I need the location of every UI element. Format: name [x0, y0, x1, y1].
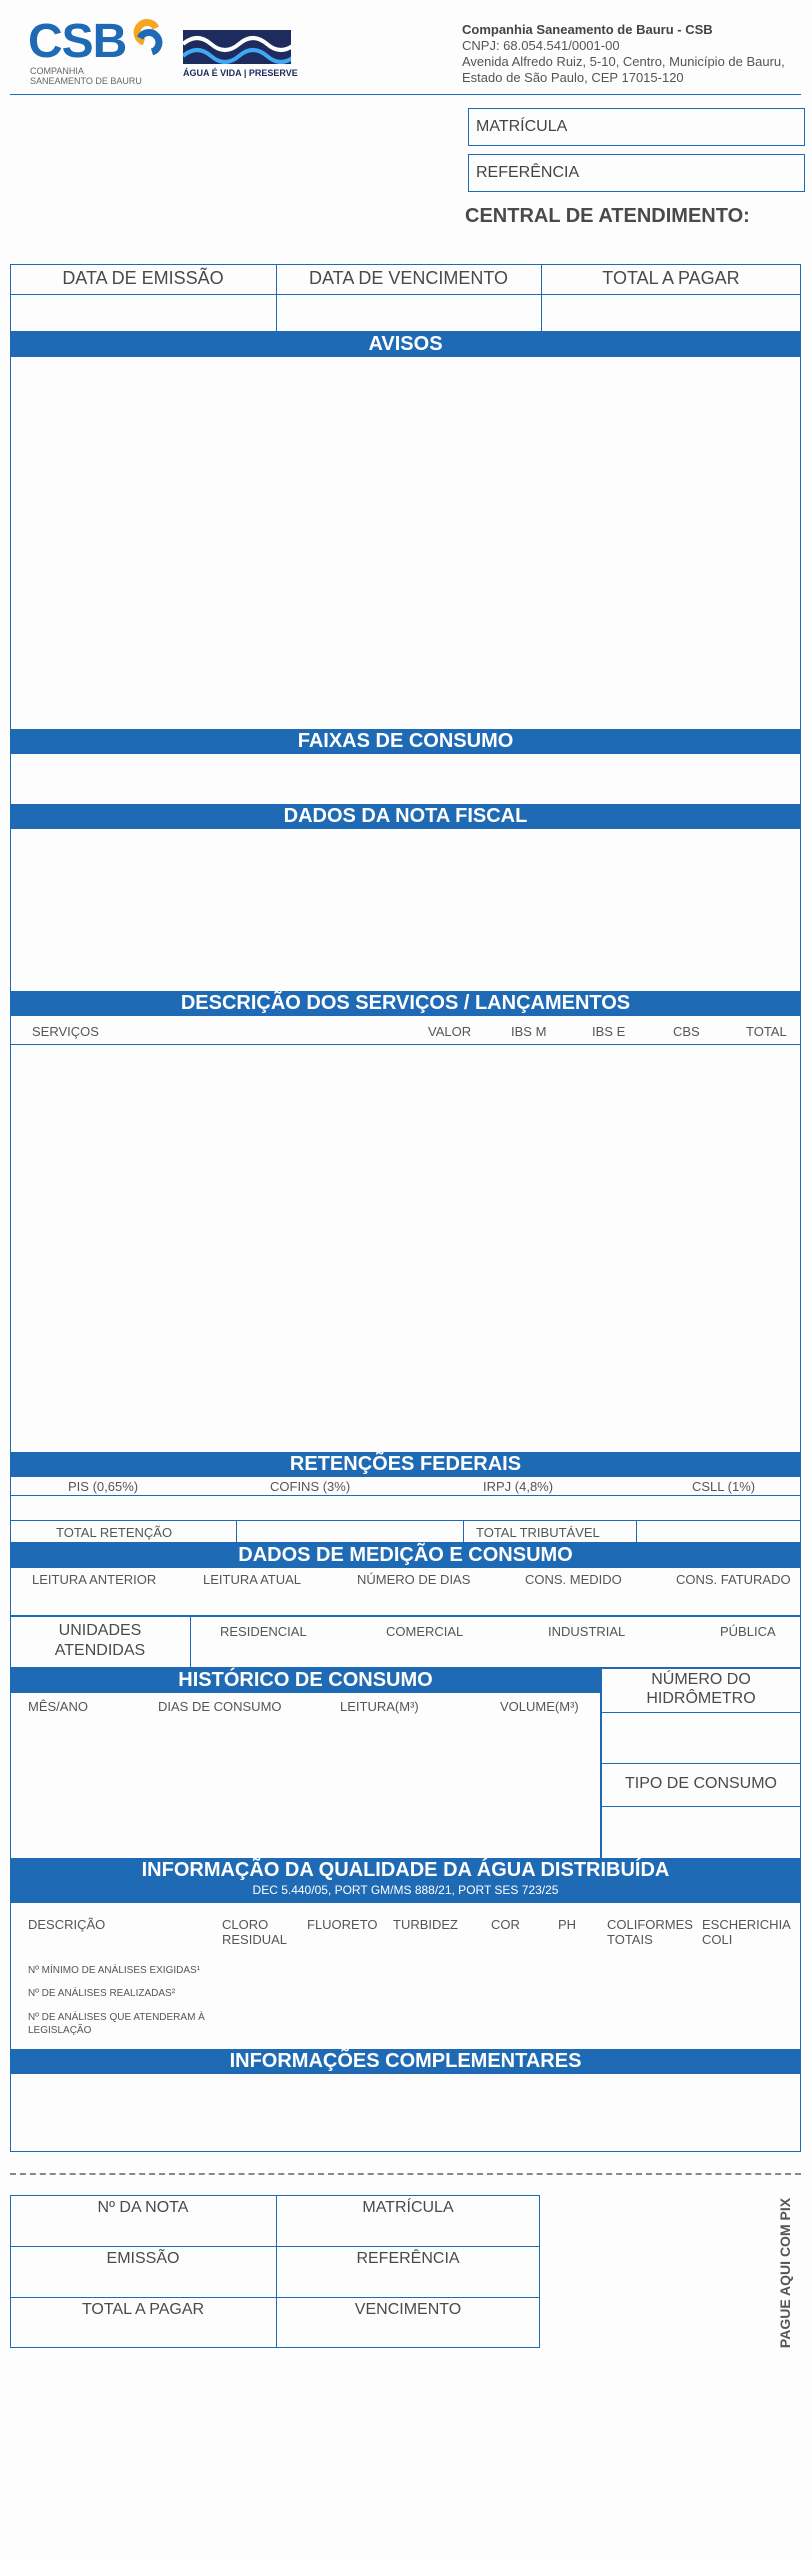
irpj-label: IRPJ (4,8%)	[483, 1479, 554, 1494]
cloro-label: CLORO RESIDUAL	[222, 1917, 288, 1947]
hidrometro-label-1: NÚMERO DO	[651, 1671, 751, 1688]
avisos-box	[10, 356, 801, 730]
descricao-label: DESCRIÇÃO	[28, 1917, 106, 1932]
analises-atenderam-label: Nº DE ANÁLISES QUE ATENDERAM À LEGISLAÇÃO	[28, 2012, 205, 2036]
retencoes-header: RETENÇÕES FEDERAIS	[10, 1452, 801, 1476]
comercial-label: COMERCIAL	[386, 1624, 464, 1639]
faixas-box	[10, 753, 801, 805]
cons-medido-label: CONS. MEDIDO	[525, 1572, 622, 1587]
partner-logo	[183, 30, 298, 82]
leitura-label: LEITURA(M³)	[340, 1699, 419, 1714]
stub-total-label: TOTAL A PAGAR	[81, 2301, 205, 2318]
servicos-box	[10, 1015, 801, 1453]
central-atendimento: CENTRAL DE ATENDIMENTO:	[465, 205, 750, 227]
qualidade-title: INFORMAÇÃO DA QUALIDADE DA ÁGUA DISTRIBUÍDA	[141, 1859, 670, 1881]
avisos-header: AVISOS	[10, 332, 801, 356]
coliformes-label: COLIFORMES TOTAIS	[607, 1917, 693, 1947]
complementares-header: INFORMAÇÕES COMPLEMENTARES	[10, 2049, 801, 2073]
ph-label: PH	[558, 1917, 577, 1932]
csll-label: CSLL (1%)	[692, 1479, 756, 1494]
matricula-label: MATRÍCULA	[476, 118, 568, 135]
publica-label: PÚBLICA	[720, 1624, 776, 1639]
company-address-2: Estado de São Paulo, CEP 17015-120	[462, 70, 684, 85]
total-pagar-label: TOTAL A PAGAR	[602, 268, 740, 288]
company-info	[462, 22, 802, 86]
servicos-header: DESCRIÇÃO DOS SERVIÇOS / LANÇAMENTOS	[10, 991, 801, 1015]
referencia-label: REFERÊNCIA	[476, 164, 580, 181]
csb-logo-text: CSB	[28, 15, 127, 68]
volume-label: VOLUME(M³)	[500, 1699, 579, 1714]
leitura-anterior-label: LEITURA ANTERIOR	[32, 1572, 157, 1587]
col-total: TOTAL	[746, 1024, 787, 1039]
partner-subtitle: ÁGUA É VIDA | PRESERVE	[183, 68, 298, 78]
qualidade-subtitle: DEC 5.440/05, PORT GM/MS 888/21, PORT SES 723/25	[252, 1883, 559, 1897]
nota-fiscal-box	[10, 828, 801, 992]
stub-vencimento-label: VENCIMENTO	[354, 2301, 462, 2318]
residencial-label: RESIDENCIAL	[220, 1624, 307, 1639]
fluoreto-label: FLUORETO	[307, 1917, 378, 1932]
qualidade-header	[10, 1858, 801, 1902]
industrial-label: INDUSTRIAL	[548, 1624, 626, 1639]
total-retencao-label: TOTAL RETENÇÃO	[56, 1525, 173, 1540]
stub-nota-label: Nº DA NOTA	[97, 2199, 189, 2216]
unidades-label-2: ATENDIDAS	[54, 1642, 146, 1659]
cut-line	[10, 2173, 801, 2175]
hidrometro-label-2: HIDRÔMETRO	[646, 1690, 756, 1707]
total-tributavel-label: TOTAL TRIBUTÁVEL	[476, 1525, 600, 1540]
col-ibs-m: IBS M	[511, 1024, 547, 1039]
historico-box	[10, 1692, 601, 1859]
escherichia-label: ESCHERICHIA COLI	[702, 1917, 791, 1947]
stub-table	[10, 2195, 540, 2348]
company-name: Companhia Saneamento de Bauru - CSB	[462, 22, 713, 37]
turbidez-label: TURBIDEZ	[393, 1917, 458, 1932]
analises-minimo-label: Nº MÍNIMO DE ANÁLISES EXIGIDAS¹	[28, 1965, 201, 1976]
historico-header: HISTÓRICO DE CONSUMO	[10, 1668, 601, 1692]
col-cbs: CBS	[673, 1024, 700, 1039]
leitura-atual-label: LEITURA ATUAL	[203, 1572, 302, 1587]
complementares-box	[10, 2073, 801, 2152]
numero-dias-label: NÚMERO DE DIAS	[357, 1572, 471, 1587]
cons-faturado-label: CONS. FATURADO	[676, 1572, 791, 1587]
cor-label: COR	[491, 1917, 520, 1932]
cofins-label: COFINS (3%)	[270, 1479, 351, 1494]
csb-logo-subtitle-2: SANEAMENTO DE BAURU	[30, 76, 142, 86]
nota-fiscal-header: DADOS DA NOTA FISCAL	[10, 804, 801, 828]
dias-consumo-label: DIAS DE CONSUMO	[158, 1699, 282, 1714]
stub-emissao-label: EMISSÃO	[106, 2250, 180, 2267]
pis-label: PIS (0,65%)	[68, 1479, 139, 1494]
wave-icon	[183, 30, 291, 64]
company-cnpj: CNPJ: 68.054.541/0001-00	[462, 38, 620, 53]
stub-matricula-label: MATRÍCULA	[362, 2199, 454, 2216]
csb-logo-subtitle-1: COMPANHIA	[30, 66, 84, 76]
unidades-label-1: UNIDADES	[58, 1622, 142, 1639]
pix-label: PAGUE AQUI COM PIX	[777, 2197, 793, 2349]
col-valor: VALOR	[428, 1024, 472, 1039]
faixas-header: FAIXAS DE CONSUMO	[10, 729, 801, 753]
medicao-header: DADOS DE MEDIÇÃO E CONSUMO	[10, 1543, 801, 1567]
data-vencimento-label: DATA DE VENCIMENTO	[308, 268, 509, 288]
tipo-consumo-label: TIPO DE CONSUMO	[624, 1775, 777, 1792]
header-divider	[10, 94, 801, 95]
mes-ano-label: MÊS/ANO	[28, 1699, 88, 1714]
col-ibs-e: IBS E	[592, 1024, 626, 1039]
stub-referencia-label: REFERÊNCIA	[356, 2250, 460, 2267]
analises-realizadas-label: Nº DE ANÁLISES REALIZADAS²	[28, 1988, 176, 1999]
col-servicos: SERVIÇOS	[32, 1024, 99, 1039]
company-address-1: Avenida Alfredo Ruiz, 5-10, Centro, Município de Bauru,	[462, 54, 785, 69]
data-emissao-label: DATA DE EMISSÃO	[62, 268, 224, 288]
csb-logo	[28, 12, 168, 87]
